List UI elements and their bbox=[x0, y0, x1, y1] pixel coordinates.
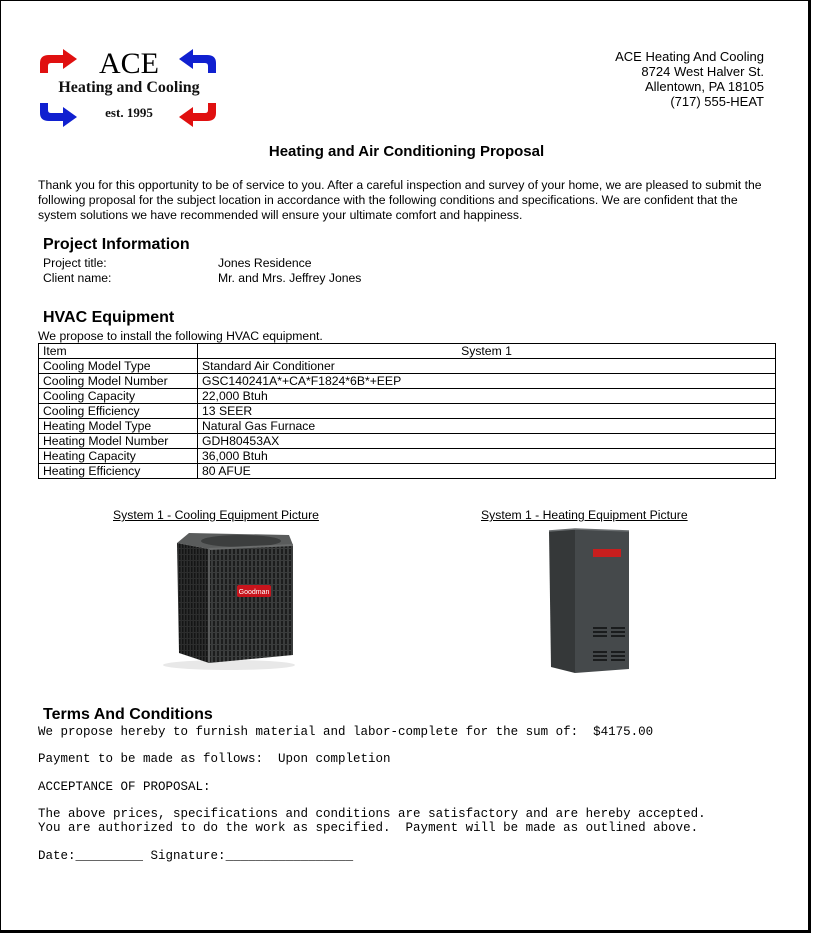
table-row bbox=[39, 404, 776, 419]
value-cell: 36,000 Btuh bbox=[198, 449, 776, 464]
client-name-row bbox=[43, 271, 361, 285]
company-logo bbox=[37, 45, 221, 129]
acceptance-heading: ACCEPTANCE OF PROPOSAL: bbox=[38, 780, 211, 794]
table-row bbox=[39, 419, 776, 434]
item-cell: Cooling Model Type bbox=[39, 359, 198, 374]
company-address bbox=[615, 49, 764, 109]
table-row bbox=[39, 389, 776, 404]
red-arrow-icon bbox=[37, 49, 79, 75]
item-cell: Heating Capacity bbox=[39, 449, 198, 464]
item-cell: Cooling Capacity bbox=[39, 389, 198, 404]
project-title-label: Project title: bbox=[43, 256, 107, 270]
logo-subtitle: Heating and Cooling bbox=[58, 79, 200, 96]
acceptance-text-line1: The above prices, specifications and conditions are satisfactory and are hereby accepted. bbox=[38, 807, 706, 821]
air-conditioner-image bbox=[149, 531, 297, 671]
proposal-sum-text: We propose hereby to furnish material and labor-complete for the sum of: $4175.00 bbox=[38, 725, 654, 739]
table-row bbox=[39, 464, 776, 479]
intro-paragraph: Thank you for this opportunity to be of service to you. After a careful inspection and survey of your home, we are pleased to submit the following proposal for the subject location in accordance with the following conditions and specifications. We are confident that the system solutions we have recommended will ensure your ultimate comfort and happiness. bbox=[38, 178, 762, 222]
signature-line bbox=[38, 849, 353, 863]
company-name: ACE Heating And Cooling bbox=[615, 49, 764, 64]
column-header-system: System 1 bbox=[198, 344, 776, 359]
value-cell: 22,000 Btuh bbox=[198, 389, 776, 404]
item-cell: Cooling Efficiency bbox=[39, 404, 198, 419]
value-cell: Natural Gas Furnace bbox=[198, 419, 776, 434]
table-row bbox=[39, 359, 776, 374]
table-row bbox=[39, 434, 776, 449]
value-cell: Standard Air Conditioner bbox=[198, 359, 776, 374]
blue-arrow-icon bbox=[177, 49, 219, 75]
red-arrow-icon bbox=[177, 101, 219, 127]
hvac-equipment-heading: HVAC Equipment bbox=[43, 309, 175, 326]
city-state-zip: Allentown, PA 18105 bbox=[644, 79, 764, 94]
client-name-label: Client name: bbox=[43, 271, 112, 285]
blue-arrow-icon bbox=[37, 101, 79, 127]
table-header-row bbox=[39, 344, 776, 359]
terms-heading: Terms And Conditions bbox=[43, 706, 213, 723]
item-cell: Heating Model Number bbox=[39, 434, 198, 449]
value-cell: 13 SEER bbox=[198, 404, 776, 419]
date-label: Date: bbox=[38, 849, 76, 863]
project-title-row bbox=[43, 256, 312, 270]
value-cell: GDH80453AX bbox=[198, 434, 776, 449]
phone-number: (717) 555-HEAT bbox=[670, 94, 764, 109]
furnace-image bbox=[547, 527, 633, 675]
column-header-item: Item bbox=[39, 344, 198, 359]
hvac-equipment-table bbox=[38, 343, 776, 479]
project-info-heading: Project Information bbox=[43, 236, 190, 253]
table-row bbox=[39, 449, 776, 464]
date-field[interactable]: _________ bbox=[75, 849, 144, 863]
cooling-picture-label: System 1 - Cooling Equipment Picture bbox=[113, 508, 319, 522]
table-row bbox=[39, 374, 776, 389]
acceptance-text-line2: You are authorized to do the work as specified. Payment will be made as outlined above. bbox=[38, 821, 699, 835]
hvac-note: We propose to install the following HVAC equipment. bbox=[38, 329, 323, 343]
item-cell: Cooling Model Number bbox=[39, 374, 198, 389]
value-cell: GSC140241A*+CA*F1824*6B*+EEP bbox=[198, 374, 776, 389]
signature-label: Signature: bbox=[150, 849, 226, 863]
value-cell: 80 AFUE bbox=[198, 464, 776, 479]
signature-field[interactable]: _________________ bbox=[225, 849, 354, 863]
item-cell: Heating Model Type bbox=[39, 419, 198, 434]
client-name-value: Mr. and Mrs. Jeffrey Jones bbox=[218, 271, 362, 285]
heating-picture-label: System 1 - Heating Equipment Picture bbox=[481, 508, 688, 522]
street-address: 8724 West Halver St. bbox=[641, 64, 764, 79]
document-title: Heating and Air Conditioning Proposal bbox=[268, 143, 545, 160]
brand-badge: Goodman bbox=[238, 589, 270, 596]
item-cell: Heating Efficiency bbox=[39, 464, 198, 479]
logo-name: ACE bbox=[99, 47, 159, 80]
logo-established: est. 1995 bbox=[105, 105, 153, 120]
payment-terms-text: Payment to be made as follows: Upon completion bbox=[38, 752, 391, 766]
project-title-value: Jones Residence bbox=[218, 256, 312, 270]
